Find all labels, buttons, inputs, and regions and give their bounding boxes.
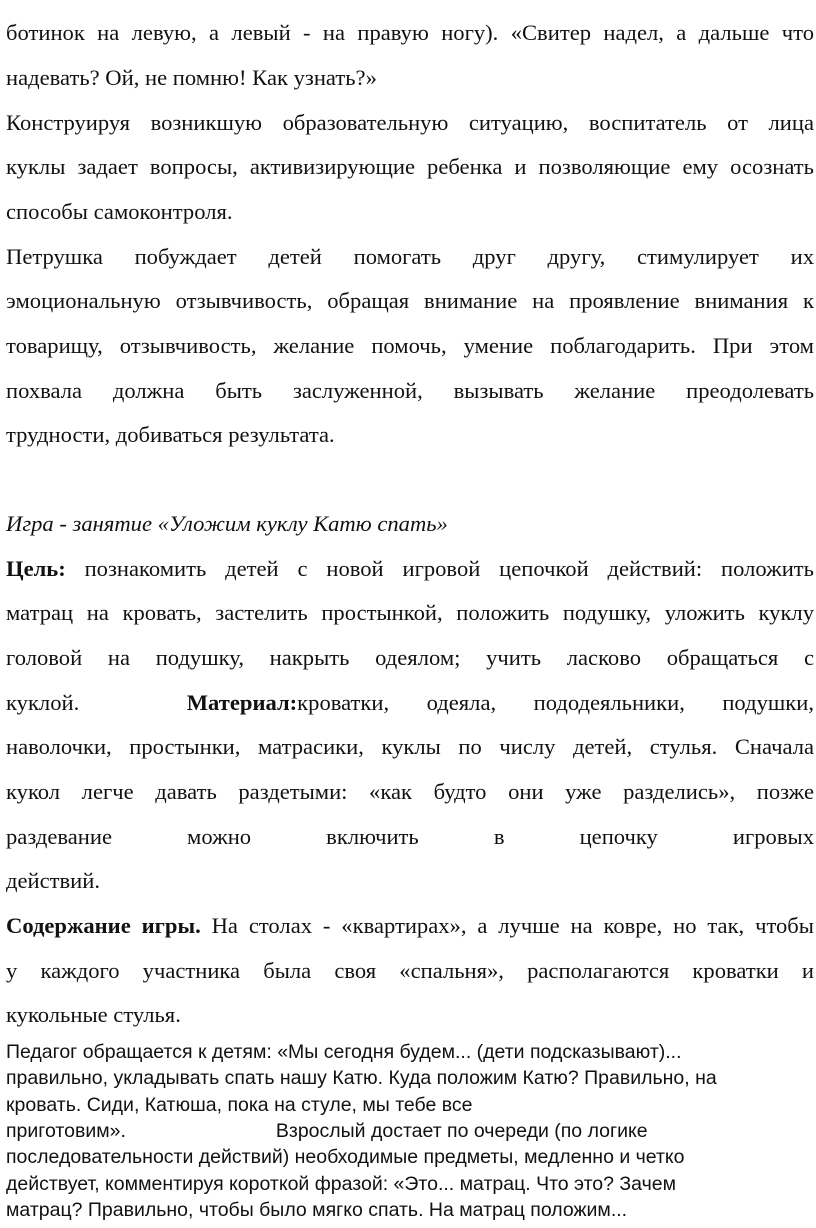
- content-line-2: у каждого участника была своя «спальня», располагаются кроватки и: [6, 958, 814, 983]
- content-line-3: кукольные стулья.: [6, 1002, 181, 1027]
- paragraph-1-line-1: ботинок на левую, а левый - на правую ногу). «Свитер надел, а дальше что: [6, 20, 814, 45]
- goal-line-8: действий.: [6, 868, 101, 893]
- content-label: Содержание игры.: [6, 913, 201, 938]
- content-line-1: [6, 911, 814, 941]
- goal-text-4-start: куклой.: [6, 690, 80, 715]
- teacher-line-2: правильно, укладывать спать нашу Катю. Куда положим Катю? Правильно, на: [6, 1067, 717, 1090]
- paragraph-3-line-4: похвала должна быть заслуженной, вызывать желание преодолевать: [6, 378, 814, 403]
- goal-line-5: наволочки, простынки, матрасики, куклы по числу детей, стулья. Сначала: [6, 734, 814, 759]
- goal-line-1: [6, 554, 814, 584]
- teacher-line-6: действует, комментируя короткой фразой: «Это... матрац. Что это? Зачем: [6, 1172, 676, 1195]
- paragraph-3-line-2: эмоциональную отзывчивость, обращая внимание на проявление внимания к: [6, 288, 814, 313]
- paragraph-3-line-1: Петрушка побуждает детей помогать друг другу, стимулирует их: [6, 244, 814, 269]
- teacher-text-4-rest: Взрослый достает по очереди (по логике: [275, 1120, 648, 1142]
- goal-line-3: головой на подушку, накрыть одеялом; учить ласково обращаться с: [6, 645, 814, 670]
- game-title: Игра - занятие «Уложим куклу Катю спать»: [6, 511, 448, 536]
- paragraph-2-line-2: куклы задает вопросы, активизирующие ребенка и позволяющие ему осознать: [6, 154, 814, 179]
- goal-text-1: познакомить детей с новой игровой цепочкой действий: положить: [84, 556, 814, 581]
- paragraph-3-line-5: трудности, добиваться результата.: [6, 422, 335, 447]
- material-label: Материал:: [186, 690, 298, 715]
- paragraph-3-line-3: товарищу, отзывчивость, желание помочь, умение поблагодарить. При этом: [6, 333, 814, 358]
- content-text-1: На столах - «квартирах», а лучше на ковре, но так, чтобы: [211, 913, 814, 938]
- goal-line-4: [6, 688, 814, 718]
- teacher-line-5: последовательности действий) необходимые предметы, медленно и четко: [6, 1146, 685, 1169]
- teacher-line-7: матрац? Правильно, чтобы было мягко спать. На матрац положим...: [6, 1199, 628, 1221]
- teacher-line-3: кровать. Сиди, Катюша, пока на стуле, мы тебе все: [6, 1093, 473, 1116]
- teacher-text-4-start: приготовим».: [6, 1120, 126, 1142]
- paragraph-2-line-1: Конструируя возникшую образовательную ситуацию, воспитатель от лица: [6, 110, 814, 135]
- material-text-1: кроватки, одеяла, пододеяльники, подушки,: [297, 690, 814, 715]
- goal-line-7: раздевание можно включить в цепочку игровых: [6, 824, 814, 849]
- teacher-line-1: Педагог обращается к детям: «Мы сегодня будем... (дети подсказывают)...: [6, 1041, 682, 1063]
- goal-line-6: кукол легче давать раздетыми: «как будто они уже разделись», позже: [6, 779, 814, 804]
- goal-line-2: матрац на кровать, застелить простынкой, положить подушку, уложить куклу: [6, 600, 814, 625]
- paragraph-1-line-2: надевать? Ой, не помню! Как узнать?»: [6, 65, 377, 90]
- teacher-line-4: [6, 1119, 814, 1143]
- goal-label: Цель:: [6, 556, 66, 581]
- paragraph-2-line-3: способы самоконтроля.: [6, 199, 233, 224]
